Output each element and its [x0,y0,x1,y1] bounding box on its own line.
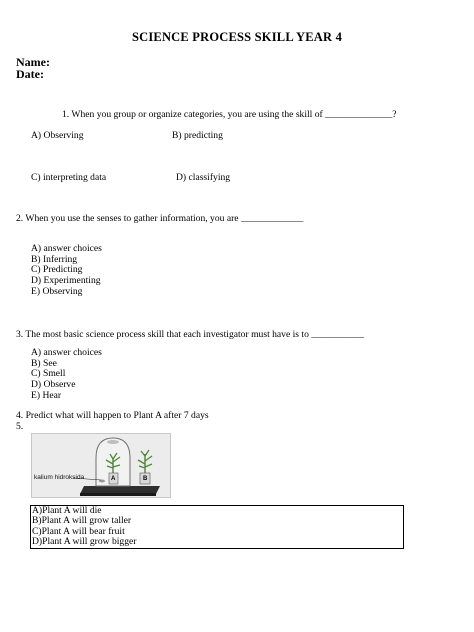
figure-label: kalium hidroksida [34,474,85,481]
bell-jar-illustration [32,434,170,497]
q5-options-box [30,505,404,549]
q1-option-c: C) interpreting data [31,172,107,183]
q2-option-d: D) Experimenting [31,275,101,287]
question-4-text: 4. Predict what will happen to Plant A after 7 days [16,410,209,421]
q1-option-d: D) classifying [176,172,231,183]
q3-option-e: E) Hear [31,389,62,401]
experiment-figure [31,433,171,498]
q2-option-a: A) answer choices [31,243,102,254]
question-2-text: 2. When you use the senses to gather information, you are _____________ [16,213,304,224]
q5-option-c: C)Plant A will bear fruit [32,525,125,537]
q5-option-b: B)Plant A will grow taller [32,515,132,527]
q3-option-b: B) See [31,357,57,369]
date-label: Date: [16,67,44,81]
q3-option-a: A) answer choices [31,347,102,358]
question-3-options [31,348,102,402]
board-shape [80,486,160,494]
q5-option-d: D)Plant A will grow bigger [32,536,137,548]
q3-option-c: C) Smell [31,368,66,380]
q1-option-b: B) predicting [172,130,223,141]
question-1-text: 1. When you group or organize categories, you are using the skill of ______________? [62,109,397,120]
q2-option-e: E) Observing [31,285,83,297]
q1-option-a: A) Observing [31,130,84,141]
plant-a-label: A [111,476,116,482]
name-label: Name: [16,55,50,69]
question-2-options [31,244,102,298]
q2-option-c: C) Predicting [31,264,83,276]
question-5-number: 5. [16,421,24,432]
q2-option-b: B) Inferring [31,253,78,265]
page-title: SCIENCE PROCESS SKILL YEAR 4 [131,30,343,44]
q5-option-a: A)Plant A will die [32,505,102,516]
plant-b-label: B [143,476,148,482]
q3-option-d: D) Observe [31,379,76,391]
question-3-text: 3. The most basic science process skill that each investigator must have is to ___________ [16,329,365,340]
